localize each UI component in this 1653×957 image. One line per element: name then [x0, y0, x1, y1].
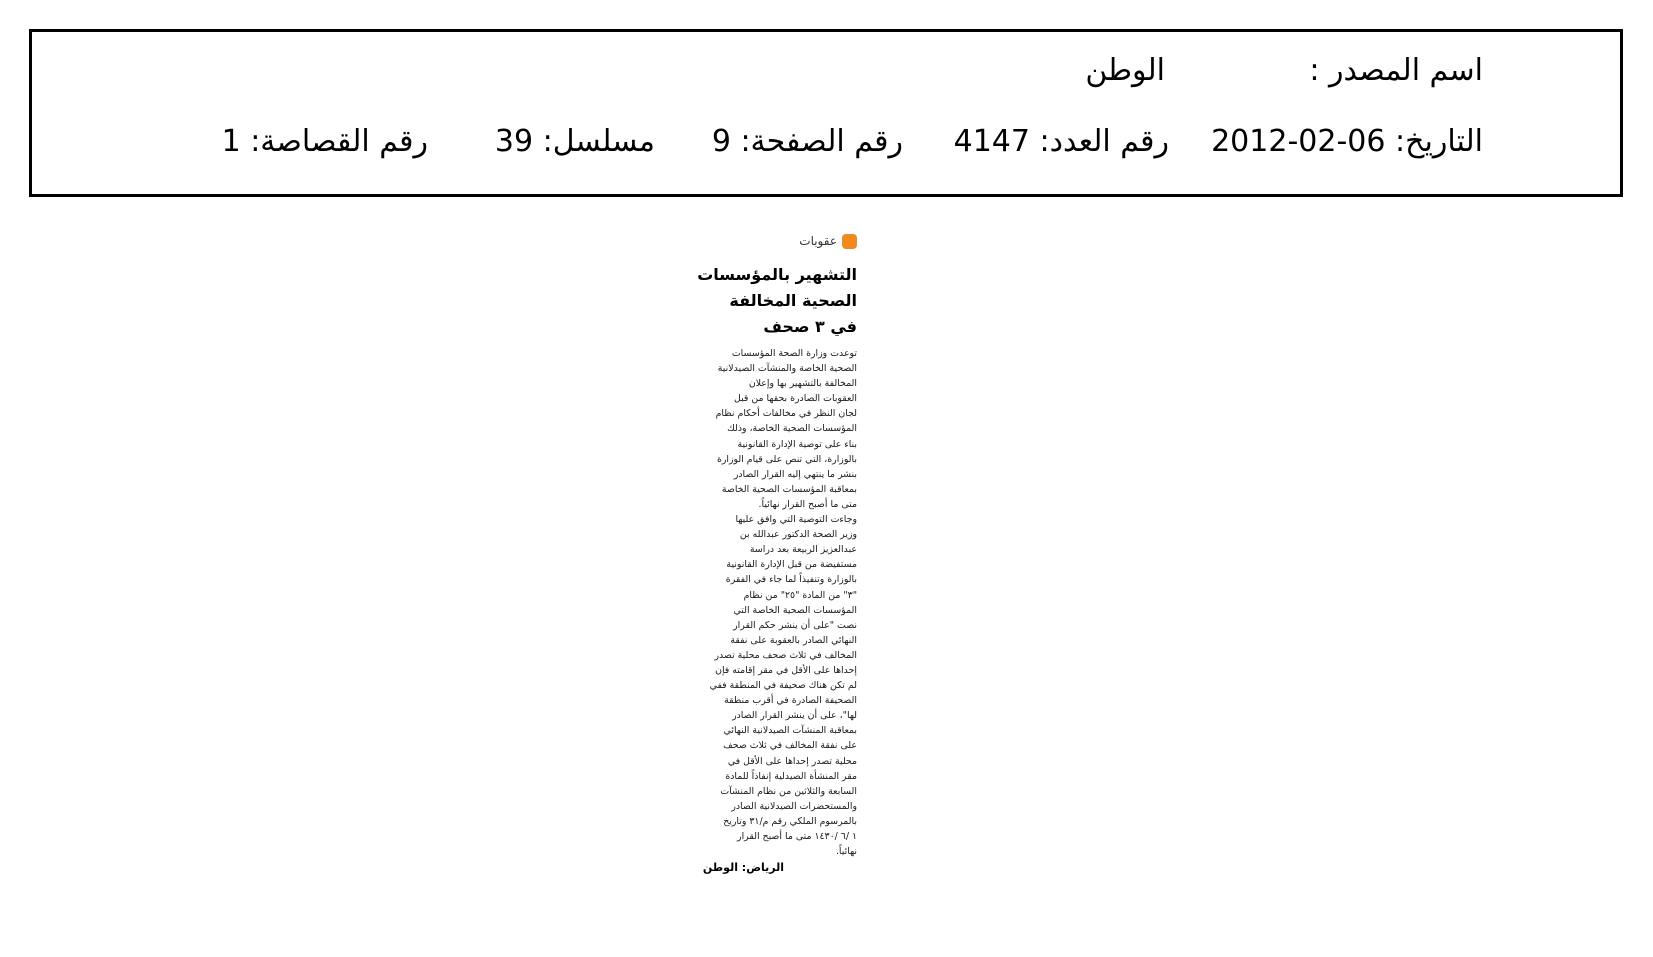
body-line: النهائي الصادر بالعقوبة على نفقة [730, 634, 857, 646]
article-byline: الرياض: الوطن [702, 861, 784, 874]
body-line: "٣" من المادة "٢٥" من نظام [743, 589, 857, 601]
section-label: عقوبات [799, 234, 837, 248]
body-line: الصحيفة الصادرة في أقرب منطقة [724, 695, 857, 707]
clipping-info-box [29, 29, 1623, 197]
body-line: نصت "على أن ينشر حكم القرار [733, 619, 857, 631]
body-line: والمستحضرات الصيدلانية الصادر [731, 800, 857, 812]
date-field: التاريخ: 06-02-2012 [1211, 124, 1483, 159]
article-headline [697, 262, 857, 340]
body-line: المؤسسات الصحية الخاصة، وذلك [727, 423, 857, 435]
headline-line: الصحية المخالفة [729, 291, 857, 310]
body-line: على نفقة المخالف في ثلاث صحف [723, 740, 857, 752]
serial-field: مسلسل: 39 [494, 124, 655, 159]
clip-number-field: رقم القصاصة: 1 [221, 124, 428, 159]
body-line: لجان النظر في مخالفات أحكام نظام [715, 408, 857, 420]
body-line: بناء على توصية الإدارة القانونية [737, 438, 857, 450]
body-line: متى ما أصبح القرار نهائياً. [758, 498, 857, 510]
body-line: بمعاقبة المؤسسات الصحية الخاصة [721, 483, 857, 495]
body-line: بالمرسوم الملكي رقم م/٣١ وتاريخ [723, 815, 857, 827]
body-line: الصحية الخاصة والمنشآت الصيدلانية [717, 363, 857, 375]
body-line: بنشر ما ينتهي إليه القرار الصادر [733, 468, 857, 480]
body-line: لها"، على أن ينشر القرار الصادر [732, 710, 857, 722]
body-line: بمعاقبة المنشآت الصيدلانية النهائي [723, 725, 857, 737]
body-line: بالوزارة وتنفيذاً لما جاء في الفقرة [725, 574, 857, 586]
source-value: الوطن [1085, 53, 1165, 88]
headline-line: التشهير بالمؤسسات [697, 265, 857, 284]
body-line: السابعة والثلاثين من نظام المنشآت [720, 785, 857, 797]
section-tag [799, 234, 857, 249]
body-line: توعدت وزارة الصحة المؤسسات [731, 348, 857, 359]
orange-square-icon [842, 234, 857, 249]
body-line: نهائياً. [835, 846, 857, 858]
body-line: ١ /٦ /١٤٣٠ متى ما أصبح القرار [737, 831, 857, 842]
body-line: وزير الصحة الدكتور عبدالله بن [739, 529, 857, 541]
body-line: مقر المنشأة الصيدلية إنفاذاً للمادة [725, 770, 857, 782]
issue-number-field: رقم العدد: 4147 [953, 124, 1169, 159]
body-line: المخالف في ثلاث صحف محلية تصدر [714, 649, 857, 661]
body-line: محلية تصدر إحداها على الأقل في [727, 755, 857, 767]
body-line: العقوبات الصادرة بحقها من قبل [734, 393, 857, 405]
body-line: المؤسسات الصحية الخاصة التي [733, 604, 857, 616]
newspaper-clipping [697, 228, 865, 888]
page-number-field: رقم الصفحة: 9 [711, 124, 903, 159]
body-line: مستفيضة من قبل الإدارة القانونية [726, 559, 857, 571]
body-line: وجاءت التوصية التي وافق عليها [735, 514, 857, 526]
headline-line: في ٣ صحف [763, 317, 857, 336]
body-line: إحداها على الأقل في مقر إقامته فإن [715, 664, 857, 676]
source-label: اسم المصدر : [1309, 53, 1483, 88]
body-line: لم تكن هناك صحيفة في المنطقة ففي [709, 680, 857, 692]
body-line: بالوزارة، التي تنص على قيام الوزارة [716, 453, 857, 465]
article-body [699, 346, 857, 859]
body-line: عبدالعزيز الربيعة بعد دراسة [749, 544, 857, 556]
body-line: المخالفة بالتشهير بها وإعلان [748, 378, 857, 390]
